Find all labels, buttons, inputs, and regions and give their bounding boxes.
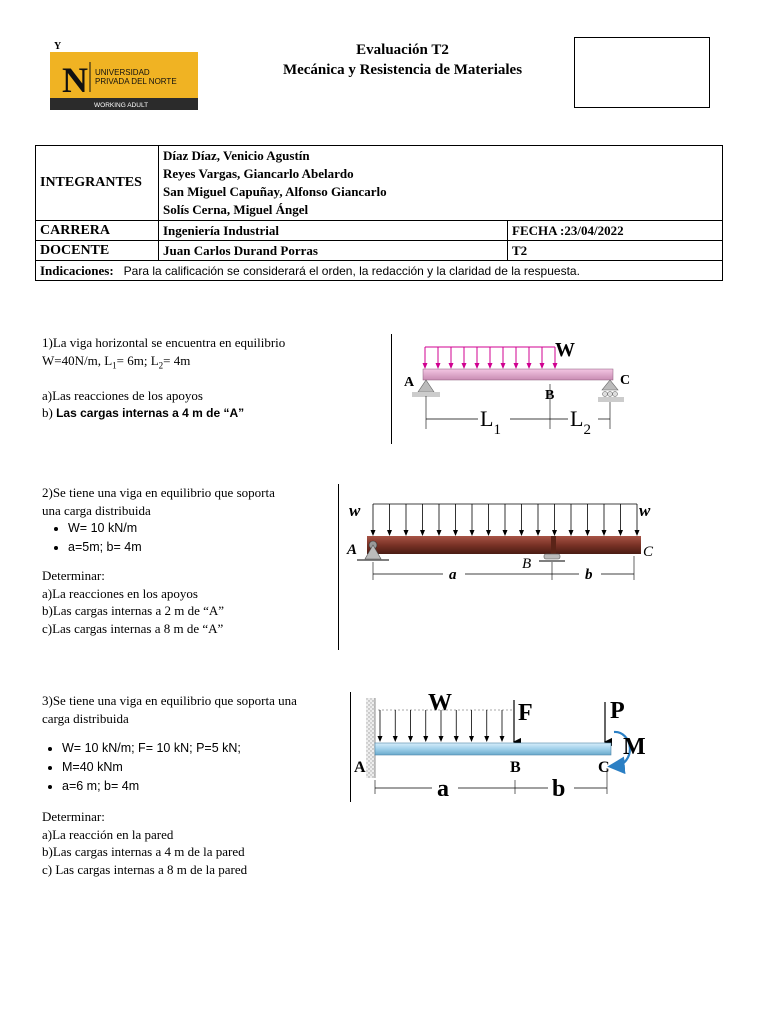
- logo-mark: Y: [54, 41, 62, 52]
- problem-3-determinar: Determinar:: [42, 809, 105, 824]
- problem-3-divider: [350, 692, 351, 802]
- load-arrowhead: [439, 736, 444, 742]
- load-arrowhead: [408, 736, 413, 742]
- span-label-l2: $L_2$: [570, 406, 591, 438]
- load-arrowhead: [503, 530, 508, 536]
- load-arrowhead: [469, 736, 474, 742]
- load-label-w: W: [428, 690, 452, 716]
- indicaciones-label: Indicaciones:: [40, 262, 114, 278]
- span-label-b: b: [585, 567, 593, 583]
- beam-diagram-2: [345, 494, 665, 590]
- carrera-row: [36, 221, 723, 241]
- force-label-f: F: [518, 700, 533, 726]
- problem-1-question-b: b) Las cargas internas a 4 m de “A”: [42, 405, 245, 421]
- problem-2-question-b: b)Las cargas internas a 2 m de “A”: [42, 603, 225, 618]
- problem-3-text: [42, 692, 352, 878]
- load-label-w-left: w: [349, 501, 361, 520]
- member-name: Reyes Vargas, Giancarlo Abelardo: [163, 166, 354, 181]
- load-arrowhead: [423, 363, 428, 369]
- load-arrowhead: [378, 736, 383, 742]
- load-arrowhead: [453, 530, 458, 536]
- university-logo: [50, 40, 198, 110]
- point-label-b: B: [510, 759, 521, 776]
- point-label-c: C: [643, 544, 654, 560]
- load-arrowhead: [552, 530, 557, 536]
- load-arrowhead: [475, 363, 480, 369]
- load-arrowhead: [462, 363, 467, 369]
- problem-1-statement: 1)La viga horizontal se encuentra en equilibrio: [42, 335, 286, 350]
- problem-2-divider: [338, 484, 339, 650]
- span-label-a: a: [449, 567, 457, 583]
- problem-3-statement: 3)Se tiene una viga en equilibrio que soporta una: [42, 693, 297, 708]
- load-arrowhead: [501, 363, 506, 369]
- docente-label: DOCENTE: [36, 241, 159, 261]
- members-cell: [159, 146, 723, 221]
- span-label-l1: $L_1$: [480, 406, 501, 438]
- problem-3-question-c: c) Las cargas internas a 8 m de la pared: [42, 861, 248, 877]
- moment-label-m: M: [623, 734, 646, 760]
- load-label-w: W: [555, 339, 575, 361]
- member-name: San Miguel Capuñay, Alfonso Giancarlo: [163, 184, 387, 199]
- beam-diagram-1: [398, 334, 638, 442]
- load-label-w-right: w: [639, 501, 651, 520]
- load-arrowhead: [486, 530, 491, 536]
- load-arrowhead: [536, 530, 541, 536]
- force-label-p: P: [610, 698, 625, 724]
- carrera-label: CARRERA: [36, 221, 159, 241]
- page-title: Evaluación T2: [356, 42, 449, 58]
- load-arrowhead: [540, 363, 545, 369]
- list-item: • W= 10 kN/m: [68, 519, 342, 538]
- point-label-c: C: [598, 759, 610, 776]
- load-arrowhead: [635, 530, 640, 536]
- problem-2-statement-cont: una carga distribuida: [42, 502, 151, 518]
- indicaciones-text: Para la calificación se considerará el orden, la redacción y la claridad de la respuesta.: [123, 263, 580, 278]
- problem-2-question-a: a)La reacciones en los apoyos: [42, 585, 198, 601]
- list-item: • W= 10 kN/m; F= 10 kN; P=5 kN;: [62, 739, 352, 758]
- grade-box: [574, 37, 710, 108]
- point-label-a: A: [354, 759, 366, 776]
- problem-2-data-list: [48, 519, 342, 557]
- load-arrowhead: [404, 530, 409, 536]
- problem-1-data: W=40N/m, $L_1= 6m$; $L_2= 4m$: [42, 352, 191, 371]
- beam-diagram-3: [352, 688, 652, 802]
- fecha-value: FECHA :23/04/2022: [508, 221, 723, 241]
- list-item: • a=5m; b= 4m: [68, 538, 342, 557]
- integrantes-row: [36, 146, 723, 221]
- problem-3-question-b: b)Las cargas internas a 4 m de la pared: [42, 844, 245, 859]
- load-arrowhead: [553, 363, 558, 369]
- load-arrowhead: [393, 736, 398, 742]
- problem-2-question-c: c)Las cargas internas a 8 m de “A”: [42, 620, 224, 636]
- load-arrowhead: [387, 530, 392, 536]
- load-arrowhead: [514, 363, 519, 369]
- point-label-b: B: [545, 388, 555, 403]
- logo-text-1: UNIVERSIDAD: [95, 68, 150, 77]
- problem-1-text: [42, 334, 382, 423]
- load-arrowhead: [437, 530, 442, 536]
- problem-3-data-list: [42, 739, 352, 796]
- logo-tagline: WORKING ADULT: [94, 102, 149, 109]
- load-arrowhead: [371, 530, 376, 536]
- load-arrowhead: [454, 736, 459, 742]
- load-arrowhead: [436, 363, 441, 369]
- problem-2-text: [42, 484, 342, 637]
- problem-3-statement-cont: carga distribuida: [42, 710, 129, 726]
- span-label-a: a: [437, 776, 449, 802]
- load-arrowhead: [500, 736, 505, 742]
- logo-letter: N: [62, 60, 88, 100]
- problem-3-question-a: a)La reacción en la pared: [42, 826, 174, 842]
- problem-2-determinar: Determinar:: [42, 568, 105, 583]
- info-table: [35, 145, 723, 281]
- point-label-b: B: [522, 556, 532, 572]
- carrera-value: Ingeniería Industrial: [159, 221, 508, 241]
- load-arrowhead: [420, 530, 425, 536]
- docente-row: [36, 241, 723, 261]
- load-arrowhead: [519, 530, 524, 536]
- docente-value: Juan Carlos Durand Porras: [159, 241, 508, 261]
- problem-1-question-a: a)Las reacciones de los apoyos: [42, 387, 203, 403]
- evaluation-code: T2: [508, 241, 723, 261]
- load-arrowhead: [423, 736, 428, 742]
- load-arrowhead: [618, 530, 623, 536]
- problem-1-divider: [391, 334, 392, 444]
- member-name: Díaz Díaz, Venicio Agustín: [163, 148, 310, 163]
- list-item: • M=40 kNm: [62, 758, 352, 777]
- point-label-a: A: [404, 375, 415, 390]
- list-item: • a=6 m; b= 4m: [62, 777, 352, 796]
- logo-text-2: PRIVADA DEL NORTE: [95, 77, 177, 86]
- integrantes-label: INTEGRANTES: [36, 146, 159, 221]
- member-name: Solís Cerna, Miguel Ángel: [163, 202, 309, 217]
- load-arrowhead: [488, 363, 493, 369]
- indicaciones-row: [36, 261, 723, 281]
- span-label-b: b: [552, 776, 566, 802]
- point-label-a: A: [347, 542, 358, 558]
- load-arrowhead: [527, 363, 532, 369]
- load-arrowhead: [585, 530, 590, 536]
- title-block: [200, 40, 605, 80]
- page-subtitle: Mecánica y Resistencia de Materiales: [282, 62, 523, 78]
- load-arrowhead: [484, 736, 489, 742]
- load-arrowhead: [449, 363, 454, 369]
- load-arrowhead: [569, 530, 574, 536]
- point-label-c: C: [620, 373, 631, 388]
- indicaciones-cell: [36, 261, 723, 281]
- load-arrowhead: [470, 530, 475, 536]
- load-arrowhead: [602, 530, 607, 536]
- problem-2-statement: 2)Se tiene una viga en equilibrio que soporta: [42, 485, 275, 500]
